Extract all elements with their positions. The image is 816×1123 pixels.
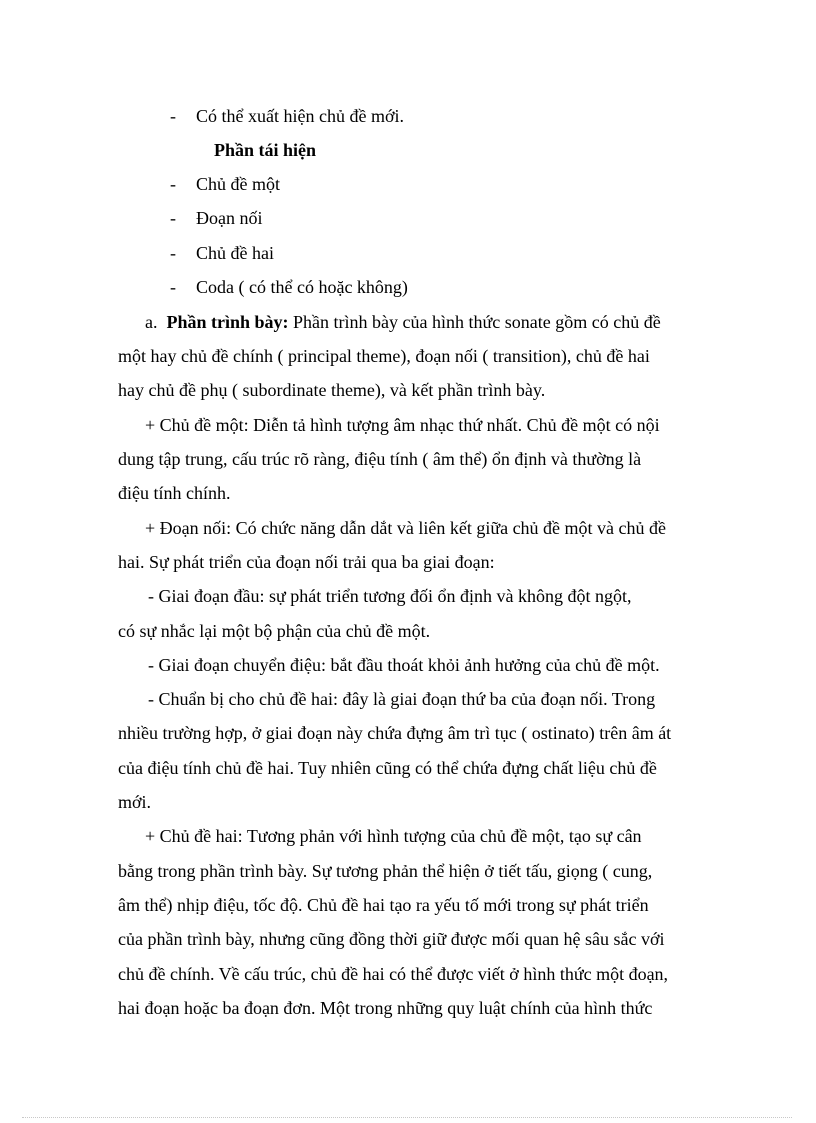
list-item-text: Đoạn nối <box>196 208 263 228</box>
paragraph-line: mới. <box>118 792 152 812</box>
footer-divider <box>22 1117 792 1118</box>
section-marker: a. <box>145 312 158 332</box>
paragraph-line: + Chủ đề hai: Tương phản với hình tượng của chủ đề một, tạo sự cân <box>145 826 642 846</box>
paragraph-line: + Đoạn nối: Có chức năng dẫn dắt và liên kết giữa chủ đề một và chủ đề <box>145 518 667 538</box>
section-title: Phần trình bày: <box>166 312 289 332</box>
dash-marker: - <box>170 174 176 194</box>
paragraph-line: + Chủ đề một: Diễn tả hình tượng âm nhạc thứ nhất. Chủ đề một có nội <box>145 415 660 435</box>
paragraph-line: hai đoạn hoặc ba đoạn đơn. Một trong những quy luật chính của hình thức <box>118 998 653 1018</box>
paragraph-line: một hay chủ đề chính ( principal theme), đoạn nối ( transition), chủ đề hai <box>118 346 650 366</box>
list-item-text: Chủ đề hai <box>196 243 274 263</box>
paragraph-line: âm thể) nhịp điệu, tốc độ. Chủ đề hai tạo ra yếu tố mới trong sự phát triển <box>118 895 649 915</box>
list-item <box>170 104 404 128</box>
paragraph-line: - Giai đoạn đầu: sự phát triển tương đối ổn định và không đột ngột, <box>148 586 632 606</box>
section-heading: Phần tái hiện <box>214 140 317 160</box>
list-item <box>170 241 274 265</box>
list-item <box>170 172 280 196</box>
paragraph-line: có sự nhắc lại một bộ phận của chủ đề một. <box>118 621 431 641</box>
paragraph-line: hay chủ đề phụ ( subordinate theme), và kết phần trình bày. <box>118 380 546 400</box>
paragraph-line: chủ đề chính. Về cấu trúc, chủ đề hai có thể được viết ở hình thức một đoạn, <box>118 964 669 984</box>
paragraph-line: điệu tính chính. <box>118 483 231 503</box>
list-item <box>170 206 263 230</box>
paragraph-line: dung tập trung, cấu trúc rõ ràng, điệu tính ( âm thể) ổn định và thường là <box>118 449 642 469</box>
list-item-text: Có thể xuất hiện chủ đề mới. <box>196 106 404 126</box>
paragraph-line: của phần trình bày, nhưng cũng đồng thời giữ được mối quan hệ sâu sắc với <box>118 929 665 949</box>
dash-marker: - <box>170 106 176 126</box>
paragraph-line: của điệu tính chủ đề hai. Tuy nhiên cũng có thể chứa đựng chất liệu chủ đề <box>118 758 657 778</box>
paragraph-line: - Chuẩn bị cho chủ đề hai: đây là giai đoạn thứ ba của đoạn nối. Trong <box>148 689 656 709</box>
list-item-text: Coda ( có thể có hoặc không) <box>196 277 408 297</box>
dash-marker: - <box>170 277 176 297</box>
paragraph-line: hai. Sự phát triển của đoạn nối trải qua ba giai đoạn: <box>118 552 495 572</box>
paragraph-text: Phần trình bày của hình thức sonate gồm có chủ đề <box>288 312 661 332</box>
dash-marker: - <box>170 243 176 263</box>
dash-marker: - <box>170 208 176 228</box>
paragraph-line: nhiều trường hợp, ở giai đoạn này chứa đựng âm trì tục ( ostinato) trên âm át <box>118 723 672 743</box>
list-item-text: Chủ đề một <box>196 174 280 194</box>
paragraph-line: bằng trong phần trình bày. Sự tương phản thể hiện ở tiết tấu, giọng ( cung, <box>118 861 653 881</box>
list-item <box>170 275 408 299</box>
paragraph-line: - Giai đoạn chuyển điệu: bắt đầu thoát khỏi ảnh hưởng của chủ đề một. <box>148 655 660 675</box>
paragraph-line <box>145 310 661 334</box>
